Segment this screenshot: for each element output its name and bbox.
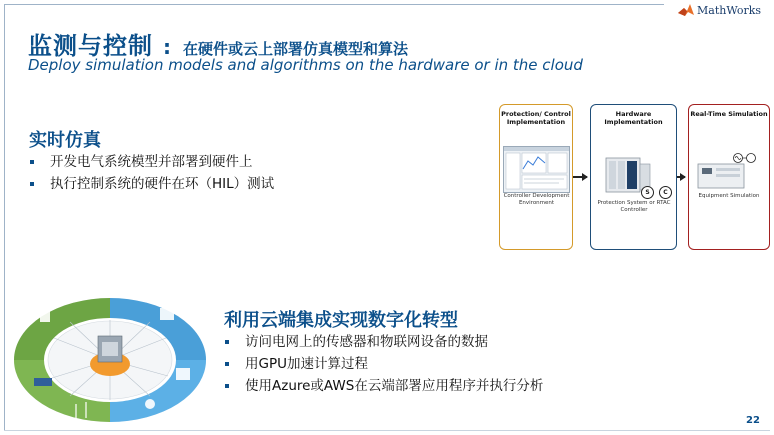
mathworks-logo <box>678 3 761 17</box>
frame-top-line <box>4 4 664 5</box>
chip-s: S <box>641 186 654 199</box>
bullet-item <box>223 353 543 375</box>
section1-bullet-list <box>28 151 274 195</box>
bullet-text: 开发电气系统模型并部署到硬件上 <box>50 154 253 170</box>
section2-bullet-list <box>223 331 543 397</box>
software-screenshot-icon <box>503 146 570 193</box>
bullet-text: 用GPU加速计算过程 <box>245 356 368 372</box>
bullet-marker <box>30 182 34 186</box>
flow-arrow <box>677 176 685 178</box>
bullet-item <box>28 151 274 173</box>
chip-c: C <box>659 186 672 199</box>
bullet-text: 使用Azure或AWS在云端部署应用程序并执行分析 <box>245 378 544 394</box>
bullet-text: 访问电网上的传感器和物联网设备的数据 <box>245 334 488 350</box>
section-title-cloud: 利用云端集成实现数字化转型 <box>224 310 458 331</box>
bullet-text: 执行控制系统的硬件在环（HIL）测试 <box>50 176 275 192</box>
box-caption: Controller Development Environment <box>503 193 570 206</box>
box-title: Protection/ Control Implementation <box>501 110 571 126</box>
bullet-marker <box>225 362 229 366</box>
title-main: 监测与控制 <box>28 32 153 60</box>
page-number: 22 <box>746 415 760 426</box>
realtime-target-icon <box>696 152 758 190</box>
flow-arrow <box>573 176 587 178</box>
frame-bottom-line <box>4 430 770 431</box>
bullet-marker <box>225 384 229 388</box>
slide-subtitle: Deploy simulation models and algorithms on the hardware or in the cloud <box>28 56 583 74</box>
bullet-item <box>28 173 274 195</box>
membrane-logo-icon <box>678 3 694 17</box>
bullet-marker <box>225 340 229 344</box>
box-caption: Equipment Simulation <box>698 193 760 199</box>
box-title: Hardware Implementation <box>604 110 663 126</box>
box-title: Real-Time Simulation <box>690 110 768 118</box>
bullet-item <box>223 375 543 397</box>
section-title-realtime: 实时仿真 <box>29 130 101 151</box>
bullet-marker <box>30 160 34 164</box>
bullet-item <box>223 331 543 353</box>
smart-grid-illustration <box>10 286 210 426</box>
title-separator: : <box>163 35 171 59</box>
box-caption: Protection System or RTAC Controller <box>597 200 671 213</box>
logo-text: MathWorks <box>697 3 762 17</box>
frame-left-line <box>4 4 5 431</box>
title-sub: 在硬件或云上部署仿真模型和算法 <box>183 40 409 58</box>
